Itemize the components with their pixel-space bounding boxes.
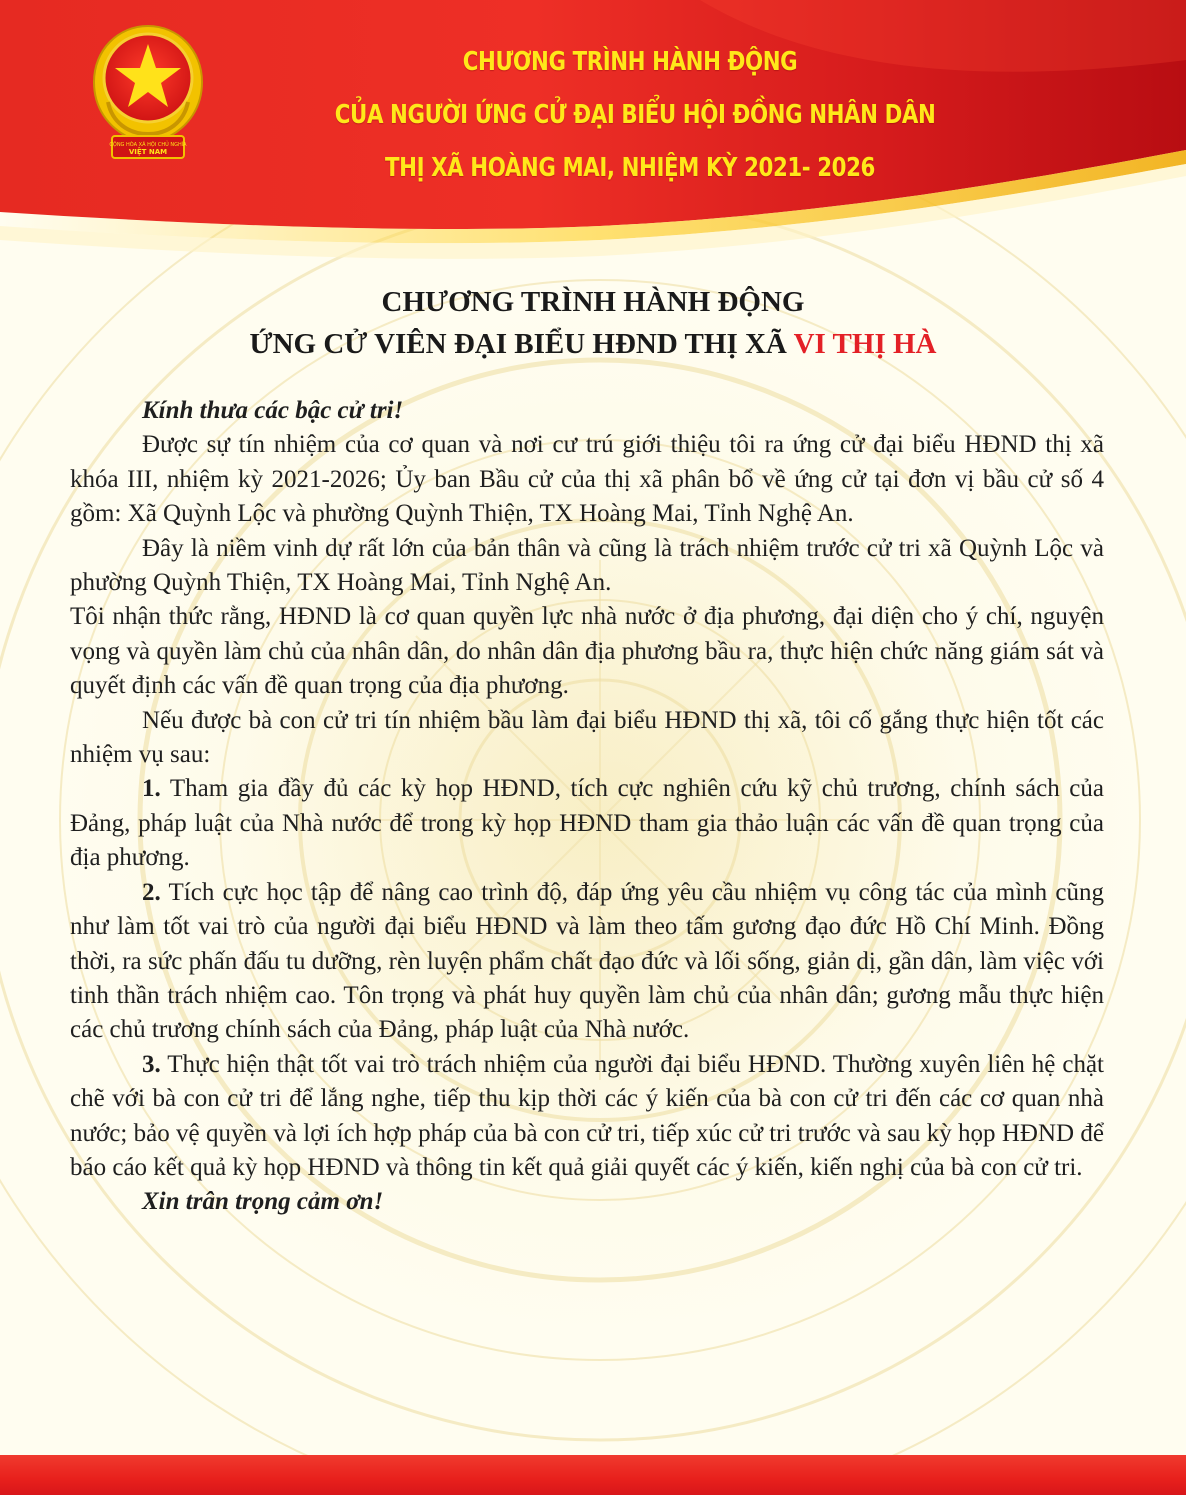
candidate-name: VI THỊ HÀ: [793, 328, 937, 360]
paragraph-1: Được sự tín nhiệm của cơ quan và nơi cư trú giới thiệu tôi ra ứng cử đại biểu HĐND thị xã khóa III, nhiệm kỳ 2021-2026; Ủy ban Bầu cử của thị xã phân bổ về ứng cử tại đơn vị bầu cử số 4 gồm: Xã Quỳnh Lộc và phường Quỳnh Thiện, TX Hoàng Mai, Tỉnh Nghệ An.: [70, 431, 1104, 528]
task-number: 1.: [142, 775, 161, 803]
paragraph-2: Đây là niềm vinh dự rất lớn của bản thân và cũng là trách nhiệm trước cử tri xã Quỳnh Lộc và phường Quỳnh Thiện, TX Hoàng Mai, Tỉnh Nghệ An.: [70, 534, 1104, 597]
task-item-3: [70, 1048, 1104, 1186]
svg-text:VIỆT NAM: VIỆT NAM: [128, 148, 168, 156]
task-item-1: [70, 772, 1104, 875]
task-text: Tham gia đầy đủ các kỳ họp HĐND, tích cực nghiên cứu kỹ chủ trương, chính sách của Đảng, pháp luật của Nhà nước để trong kỳ họp HĐND tham gia thảo luận các vấn đề quan trọng của địa phương.: [70, 775, 1104, 872]
task-number: 2.: [142, 878, 161, 906]
svg-text:CỘNG HÒA XÃ HỘI CHỦ NGHĨA: CỘNG HÒA XÃ HỘI CHỦ NGHĨA: [109, 142, 187, 148]
document-title-prefix: ỨNG CỬ VIÊN ĐẠI BIỂU HĐND THỊ XÃ: [249, 328, 794, 360]
greeting: Kính thưa các bậc cử tri!: [142, 397, 404, 424]
header-title-line-2: CỦA NGƯỜI ỨNG CỬ ĐẠI BIỂU HỘI ĐỒNG NHÂN DÂN: [334, 100, 936, 130]
task-item-2: [70, 876, 1104, 1048]
national-emblem-icon: [78, 22, 218, 170]
header-title: [334, 36, 936, 195]
footer-bar: [0, 1455, 1186, 1495]
header-title-line-1: CHƯƠNG TRÌNH HÀNH ĐỘNG: [462, 47, 798, 77]
paragraph-4: Nếu được bà con cử tri tín nhiệm bầu làm đại biểu HĐND thị xã, tôi cố gắng thực hiện tốt các nhiệm vụ sau:: [70, 706, 1104, 769]
paragraph-3: Tôi nhận thức rằng, HĐND là cơ quan quyền lực nhà nước ở địa phương, đại diện cho ý chí, nguyện vọng và quyền làm chủ của nhân dân, do nhân dân địa phương bầu ra, thực hiện chức năng giám sát và quyết định các vấn đề quan trọng của địa phương.: [70, 603, 1104, 700]
document-title: [0, 281, 1186, 365]
task-number: 3.: [142, 1050, 161, 1078]
task-text: Tích cực học tập để nâng cao trình độ, đáp ứng yêu cầu nhiệm vụ công tác của mình cũng như làm tốt vai trò của người đại biểu HĐND và làm theo tấm gương đạo đức Hồ Chí Minh. Đồng thời, ra sức phấn đấu tu dưỡng, rèn luyện phẩm chất đạo đức và lối sống, giản dị, gần dân, làm việc với tinh thần trách nhiệm cao. Tôn trọng và phát huy quyền làm chủ của nhân dân; gương mẫu thực hiện các chủ trương chính sách của Đảng, pháp luật của Nhà nước.: [70, 878, 1104, 1044]
document-title-line-2: [0, 323, 1186, 365]
header-title-line-3: THỊ XÃ HOÀNG MAI, NHIỆM KỲ 2021- 2026: [385, 153, 875, 183]
task-text: Thực hiện thật tốt vai trò trách nhiệm của người đại biểu HĐND. Thường xuyên liên hệ chặt chẽ với bà con cử tri để lắng nghe, tiếp thu kịp thời các ý kiến của bà con cử tri đến các cơ quan nhà nước; bảo vệ quyền và lợi ích hợp pháp của bà con cử tri, tiếp xúc cử tri trước và sau kỳ họp HĐND để báo cáo kết quả kỳ họp HĐND và thông tin kết quả giải quyết các ý kiến, kiến nghị của bà con cử tri.: [70, 1050, 1104, 1181]
document-body: [70, 394, 1104, 1220]
document-title-line-1: CHƯƠNG TRÌNH HÀNH ĐỘNG: [381, 286, 805, 318]
closing: Xin trân trọng cảm ơn!: [142, 1188, 384, 1216]
